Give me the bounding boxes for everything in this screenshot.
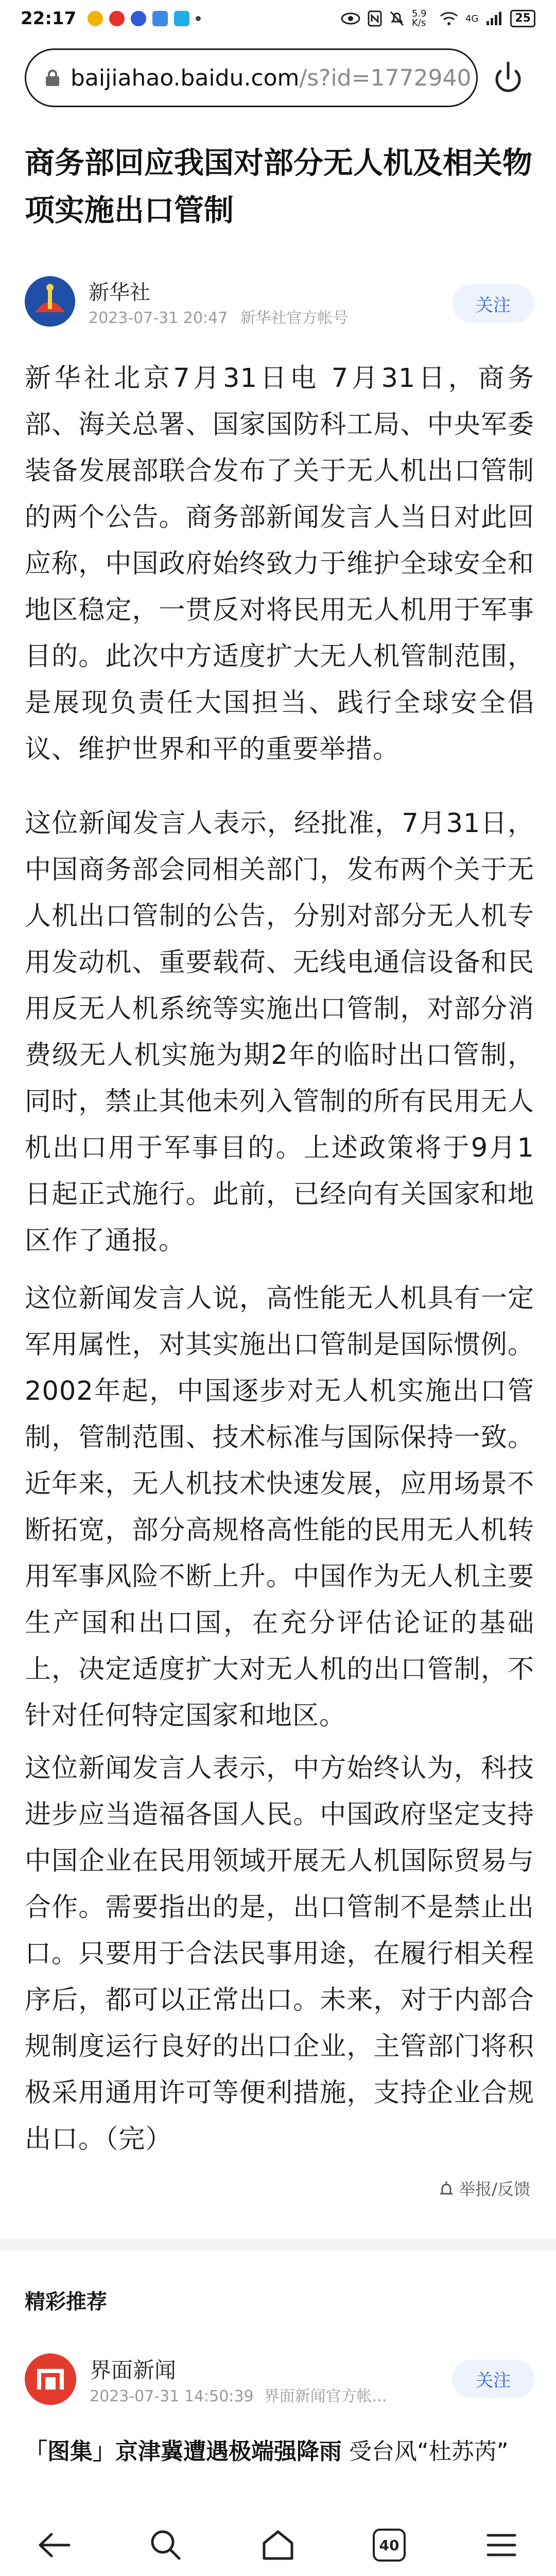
baidu-icon	[131, 11, 146, 26]
status-time: 22:17	[21, 8, 77, 29]
rec-headline-rest: 受台风“杜苏芮”	[342, 2438, 509, 2465]
author-row	[25, 273, 534, 330]
share-icon[interactable]	[490, 60, 526, 96]
publish-date: 2023-07-31 20:47	[89, 309, 228, 327]
section-divider	[0, 2239, 556, 2250]
eye-comfort-icon	[341, 12, 360, 25]
author-name[interactable]: 新华社	[89, 281, 150, 304]
author-meta	[89, 305, 348, 328]
notification-icons	[88, 11, 201, 26]
article-title: 商务部回应我国对部分无人机及相关物项实施出口管制	[25, 145, 533, 228]
back-button[interactable]	[34, 2524, 75, 2566]
rec-follow-button[interactable]: 关注	[452, 2360, 534, 2398]
photo-app-icon	[152, 11, 168, 26]
bottom-nav	[0, 2504, 556, 2576]
rec-source-name[interactable]: 界面新闻	[90, 2358, 177, 2383]
rec-headline[interactable]	[25, 2433, 556, 2469]
report-feedback-link[interactable]	[438, 2176, 530, 2200]
search-icon	[149, 2529, 182, 2562]
tab-count: 40	[373, 2529, 406, 2562]
more-dot-icon	[196, 16, 201, 21]
app-notification-icon	[88, 11, 103, 26]
url-text	[71, 65, 472, 91]
article-paragraph: 这位新闻发言人表示，中方始终认为，科技进步应当造福各国人民。中国政府坚定支持中国企业在民用领域开展无人机国际贸易与合作。需要指出的是，出口管制不是禁止出口。只要用于合法民事用途，在履行相关程序后，都可以正常出口。未来，对于内部合规制度运行良好的出口企业，主管部门将积极采用通用许可等便利措施，支持企业合规出口。（完）	[25, 1753, 534, 2155]
tabs-button[interactable]	[369, 2524, 410, 2566]
report-icon	[438, 2180, 455, 2196]
home-icon	[261, 2529, 295, 2562]
signal-icon	[485, 11, 503, 26]
xinhua-logo-icon	[25, 276, 75, 327]
rec-headline-bold: 「图集」京津冀遭遇极端强降雨	[25, 2438, 342, 2465]
jiemian-logo-icon	[25, 2353, 76, 2405]
article-paragraph: 新华社北京7月31日电 7月31日，商务部、海关总署、国家国防科工局、中央军委装备发展部联合发布了关于无人机出口管制的两个公告。商务部新闻发言人当日对此回应称，中国政府始终致力于维护全球安全和地区稳定，一贯反对将民用无人机用于军事目的。此次中方适度扩大无人机管制范围，是展现负责任大国担当、践行全球安全倡议、维护世界和平的重要举措。	[25, 363, 534, 765]
report-label: 举报/反馈	[459, 2179, 530, 2199]
nfc-icon	[368, 10, 382, 27]
menu-button[interactable]	[481, 2524, 522, 2566]
account-type: 新华社官方帐号	[240, 309, 349, 327]
recommendation-card[interactable]	[25, 2349, 534, 2421]
article-paragraph: 这位新闻发言人表示，经批准，7月31日，中国商务部会同相关部门，发布两个关于无人机出口管制的公告，分别对部分无人机专用发动机、重要载荷、无线电通信设备和民用反无人机系统等实施出口管制，对部分消费级无人机实施为期2年的临时出口管制，同时，禁止其他未列入管制的所有民用无人机出口用于军事目的。上述政策将于9月1日起正式施行。此前，已经向有关国家和地区作了通报。	[25, 808, 534, 1256]
recommendations-heading: 精彩推荐	[25, 2290, 107, 2314]
bilibili-icon	[174, 11, 189, 26]
home-button[interactable]	[257, 2524, 299, 2566]
system-indicators	[341, 9, 535, 28]
wifi-icon	[440, 11, 458, 26]
back-arrow-icon	[38, 2532, 71, 2558]
follow-button[interactable]: 关注	[452, 284, 534, 323]
rec-meta	[90, 2383, 387, 2406]
menu-icon	[486, 2532, 517, 2558]
weibo-icon	[109, 11, 125, 26]
article-paragraph: 这位新闻发言人说，高性能无人机具有一定军用属性，对其实施出口管制是国际惯例。2002年起，中国逐步对无人机实施出口管制，管制范围、技术标准与国际保持一致。近年来，无人机技术快速发展，应用场景不断拓宽，部分高规格高性能的民用无人机转用军事风险不断上升。中国作为无人机主要生产国和出口国，在充分评估论证的基础上，决定适度扩大对无人机的出口管制，不针对任何特定国家和地区。	[25, 1283, 534, 1731]
rec-account: 界面新闻官方帐...	[264, 2387, 387, 2405]
signal-type: 4G	[465, 13, 479, 24]
url-field[interactable]	[25, 48, 478, 107]
network-speed: 5.9 K/s	[411, 8, 427, 28]
url-path: /s?id=1772940	[299, 64, 472, 91]
rec-date: 2023-07-31 14:50:39	[90, 2387, 254, 2405]
xinhua-avatar[interactable]	[25, 276, 75, 327]
address-bar-row	[0, 44, 556, 111]
search-button[interactable]	[145, 2524, 186, 2566]
mute-icon	[389, 10, 405, 27]
battery-indicator: 25	[510, 10, 535, 27]
url-host: baijiahao.baidu.com	[71, 64, 300, 91]
lock-icon	[46, 70, 59, 86]
jiemian-avatar[interactable]	[25, 2353, 76, 2405]
status-bar	[0, 0, 556, 37]
